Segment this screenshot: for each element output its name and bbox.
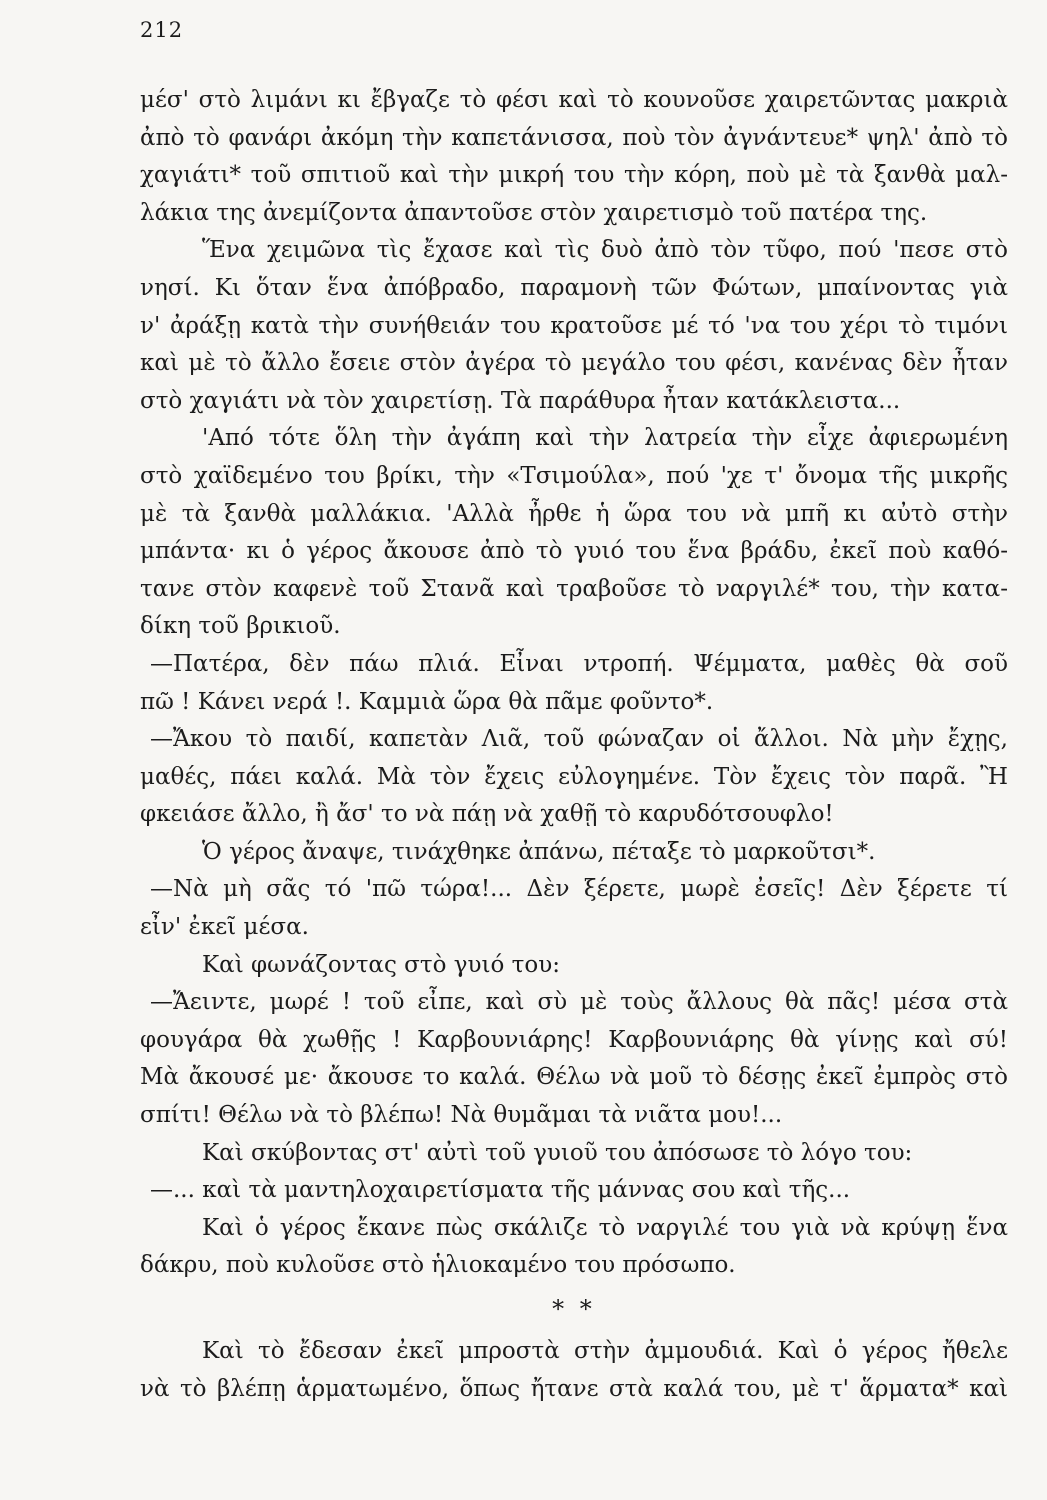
- text-line: φκειάσε ἄλλο, ἢ ἄσ' το νὰ πάῃ νὰ χαθῇ τὸ καρυδότσουφλο!: [140, 801, 834, 828]
- body-text: [140, 82, 1008, 1408]
- page-number: 212: [140, 18, 184, 42]
- text-line: καὶ μὲ τὸ ἄλλο ἔσειε στὸν ἀγέρα τὸ μεγάλο του φέσι, κανένας δὲν ἦταν: [140, 350, 1008, 377]
- text-line: ἀπὸ τὸ φανάρι ἀκόμη τὴν καπετάνισσα, ποὺ τὸν ἀγνάντευε* ψηλ' ἀπὸ τὸ: [140, 124, 1008, 151]
- text-line: Καὶ τὸ ἔδεσαν ἐκεῖ μπροστὰ στὴν ἀμμουδιά. Καὶ ὁ γέρος ἤθελε: [202, 1338, 1008, 1364]
- text-line: τανε στὸν καφενὲ τοῦ Στανᾶ καὶ τραβοῦσε τὸ ναργιλέ* του, τὴν κατα-: [140, 575, 1008, 602]
- text-line: φουγάρα θὰ χωθῇς ! Καρβουνιάρης! Καρβουνιάρης θὰ γίνῃς καὶ σύ!: [140, 1026, 1008, 1053]
- text-line: λάκια της ἀνεμίζοντα ἀπαντοῦσε στὸν χαιρετισμὸ τοῦ πατέρα της.: [140, 199, 928, 226]
- text-line: στὸ χαγιάτι νὰ τὸν χαιρετίσῃ. Τὰ παράθυρα ἦταν κατάκλειστα...: [140, 387, 901, 414]
- text-line: εἶν' ἐκεῖ μέσα.: [140, 914, 309, 941]
- text-line: στὸ χαϊδεμένο του βρίκι, τὴν «Τσιμούλα», πού 'χε τ' ὄνομα τῆς μικρῆς: [140, 462, 1008, 489]
- text-line: δίκη τοῦ βρικιοῦ.: [140, 613, 341, 640]
- text-line: Καὶ ὁ γέρος ἔκανε πὼς σκάλιζε τὸ ναργιλέ του γιὰ νὰ κρύψῃ ἕνα: [202, 1214, 1008, 1241]
- text-line: —... καὶ τὰ μαντηλοχαιρετίσματα τῆς μάννας σου καὶ τῆς...: [150, 1177, 851, 1204]
- text-line: Καὶ σκύβοντας στ' αὐτὶ τοῦ γυιοῦ του ἀπόσωσε τὸ λόγο του:: [202, 1139, 913, 1166]
- text-line: 'Από τότε ὅλη τὴν ἀγάπη καὶ τὴν λατρεία τὴν εἶχε ἀφιερωμένη: [202, 425, 1008, 452]
- text-line: πῶ ! Κάνει νερά !. Καμμιὰ ὥρα θὰ πᾶμε φοῦντο*.: [140, 688, 714, 715]
- text-line: —Πατέρα, δὲν πάω πλιά. Εἶναι ντροπή. Ψέμματα, μαθὲς θὰ σοῦ: [150, 650, 1008, 677]
- text-line: νὰ τὸ βλέπῃ ἁρματωμένο, ὅπως ἤτανε στὰ καλά του, μὲ τ' ἅρματα* καὶ: [140, 1375, 1008, 1402]
- text-line: δάκρυ, ποὺ κυλοῦσε στὸ ἡλιοκαμένο του πρόσωπο.: [140, 1252, 736, 1279]
- text-line: νησί. Κι ὅταν ἕνα ἀπόβραδο, παραμονὴ τῶν Φώτων, μπαίνοντας γιὰ: [140, 274, 1008, 301]
- text-line: —Ἄκου τὸ παιδί, καπετὰν Λιᾶ, τοῦ φώναζαν οἱ ἄλλοι. Νὰ μὴν ἔχῃς,: [150, 726, 1008, 753]
- section-separator: * *: [552, 1295, 596, 1323]
- text-line: σπίτι! Θέλω νὰ τὸ βλέπω! Νὰ θυμᾶμαι τὰ νιᾶτα μου!...: [140, 1102, 783, 1129]
- text-line: ν' ἀράξῃ κατὰ τὴν συνήθειάν του κρατοῦσε μέ τό 'να του χέρι τὸ τιμόνι: [140, 312, 1008, 339]
- text-line: —Νὰ μὴ σᾶς τό 'πῶ τώρα!... Δὲν ξέρετε, μωρὲ ἐσεῖς! Δὲν ξέρετε τί: [150, 876, 1008, 903]
- text-line: μπάντα· κι ὁ γέρος ἄκουσε ἀπὸ τὸ γυιό του ἕνα βράδυ, ἐκεῖ ποὺ καθό-: [140, 538, 1008, 565]
- text-line: μὲ τὰ ξανθὰ μαλλάκια. 'Αλλὰ ἦρθε ἡ ὥρα του νὰ μπῆ κι αὐτὸ στὴν: [140, 500, 1008, 527]
- text-line: μαθές, πάει καλά. Μὰ τὸν ἔχεις εὐλογημένε. Τὸν ἔχεις τὸν παρᾶ. Ἢ: [140, 763, 1008, 790]
- text-line: Ὁ γέρος ἄναψε, τινάχθηκε ἀπάνω, πέταξε τὸ μαρκοῦτσι*.: [202, 838, 876, 865]
- text-line: Καὶ φωνάζοντας στὸ γυιό του:: [202, 951, 560, 978]
- text-line: Ἕνα χειμῶνα τὶς ἔχασε καὶ τὶς δυὸ ἀπὸ τὸν τῦφο, πού 'πεσε στὸ: [202, 237, 1008, 264]
- text-line: —Ἄειντε, μωρέ ! τοῦ εἶπε, καὶ σὺ μὲ τοὺς ἄλλους θὰ πᾶς! μέσα στὰ: [150, 989, 1008, 1016]
- text-line: μέσ' στὸ λιμάνι κι ἔβγαζε τὸ φέσι καὶ τὸ κουνοῦσε χαιρετῶντας μακριὰ: [140, 87, 1008, 113]
- text-line: χαγιάτι* τοῦ σπιτιοῦ καὶ τὴν μικρή του τὴν κόρη, ποὺ μὲ τὰ ξανθὰ μαλ-: [140, 162, 1008, 189]
- text-line: Μὰ ἄκουσέ με· ἄκουσε το καλά. Θέλω νὰ μοῦ τὸ δέσῃς ἐκεῖ ἐμπρὸς στὸ: [140, 1064, 1008, 1091]
